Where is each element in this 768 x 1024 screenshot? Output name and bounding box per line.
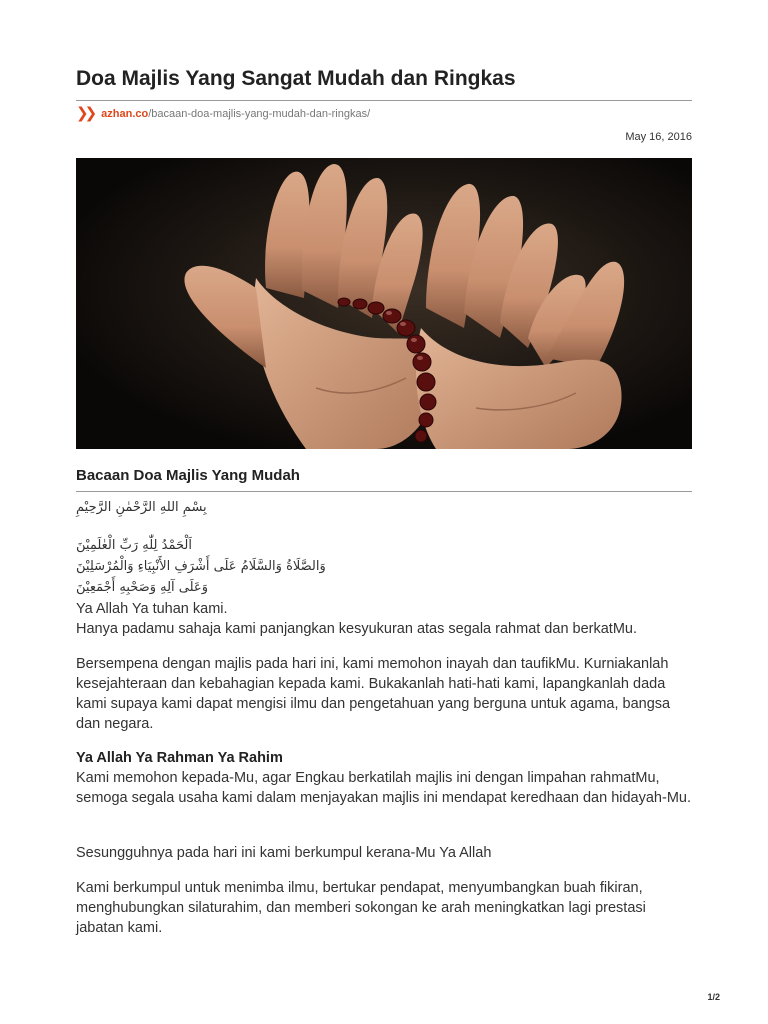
paragraph-5: Kami berkumpul untuk menimba ilmu, bertukar pendapat, menyumbangkan buah fikiran, menghubungkan silaturahim, dan memberi sokongan ke arah meningkatkan lagi prestasi jabatan kami. — [76, 880, 646, 936]
arabic-line-hamdalah: اَلْحَمْدُ لِلّٰهِ رَبِّ الْعٰلَمِيْنَ — [76, 538, 192, 553]
section-divider — [76, 491, 692, 492]
hero-image-praying-hands — [76, 158, 692, 449]
paragraph-1-line-1: Ya Allah Ya tuhan kami. — [76, 601, 228, 617]
source-domain[interactable]: azhan.co — [101, 108, 149, 120]
praying-hands-illustration — [76, 158, 692, 449]
article-title: Doa Majlis Yang Sangat Mudah dan Ringkas — [76, 67, 516, 90]
paragraph-3-body: Kami memohon kepada-Mu, agar Engkau berkatilah majlis ini dengan limpahan rahmatMu, semoga segala usaha kami dalam menjayakan majlis ini mendapat keredhaan dan hidayah-Mu. — [76, 770, 691, 806]
title-divider — [76, 100, 692, 101]
paragraph-3 — [76, 748, 696, 808]
arabic-line-basmalah: بِسْمِ اللهِ الرَّحْمٰنِ الرَّحِيْمِ — [76, 500, 207, 515]
paragraph-1 — [76, 599, 696, 639]
paragraph-4: Sesungguhnya pada hari ini kami berkumpul kerana-Mu Ya Allah — [76, 845, 492, 861]
arabic-line-ahlihi: وَعَلَى آلِهِ وَصَحْبِهِ أَجْمَعِيْنَ — [76, 580, 208, 595]
paragraph-1-line-2: Hanya padamu sahaja kami panjangkan kesyukuran atas segala rahmat dan berkatMu. — [76, 621, 638, 637]
source-path[interactable]: /bacaan-doa-majlis-yang-mudah-dan-ringkas/ — [148, 108, 371, 120]
paragraph-2: Bersempena dengan majlis pada hari ini, kami memohon inayah dan taufikMu. Kurniakanlah kesejahteraan dan kebahagian kepada kami. Bukakanlah hati-hati kami, lapangkanlah dada kami supaya kami dapat mengisi ilmu dan pengetahuan yang berguna untuk agama, bangsa dan negara. — [76, 656, 671, 732]
source-link[interactable] — [76, 106, 370, 122]
double-chevron-icon: ❯❯ — [76, 105, 94, 122]
section-heading: Bacaan Doa Majlis Yang Mudah — [76, 467, 300, 484]
arabic-line-salawat: وَالصَّلَاةُ وَالسَّلَامُ عَلَى أَشْرَفِ الأَنْبِيَاءِ وَالْمُرْسَلِيْنَ — [76, 559, 326, 574]
paragraph-3-heading: Ya Allah Ya Rahman Ya Rahim — [76, 750, 283, 766]
page-number: 1/2 — [707, 992, 720, 1002]
publish-date: May 16, 2016 — [625, 131, 692, 143]
